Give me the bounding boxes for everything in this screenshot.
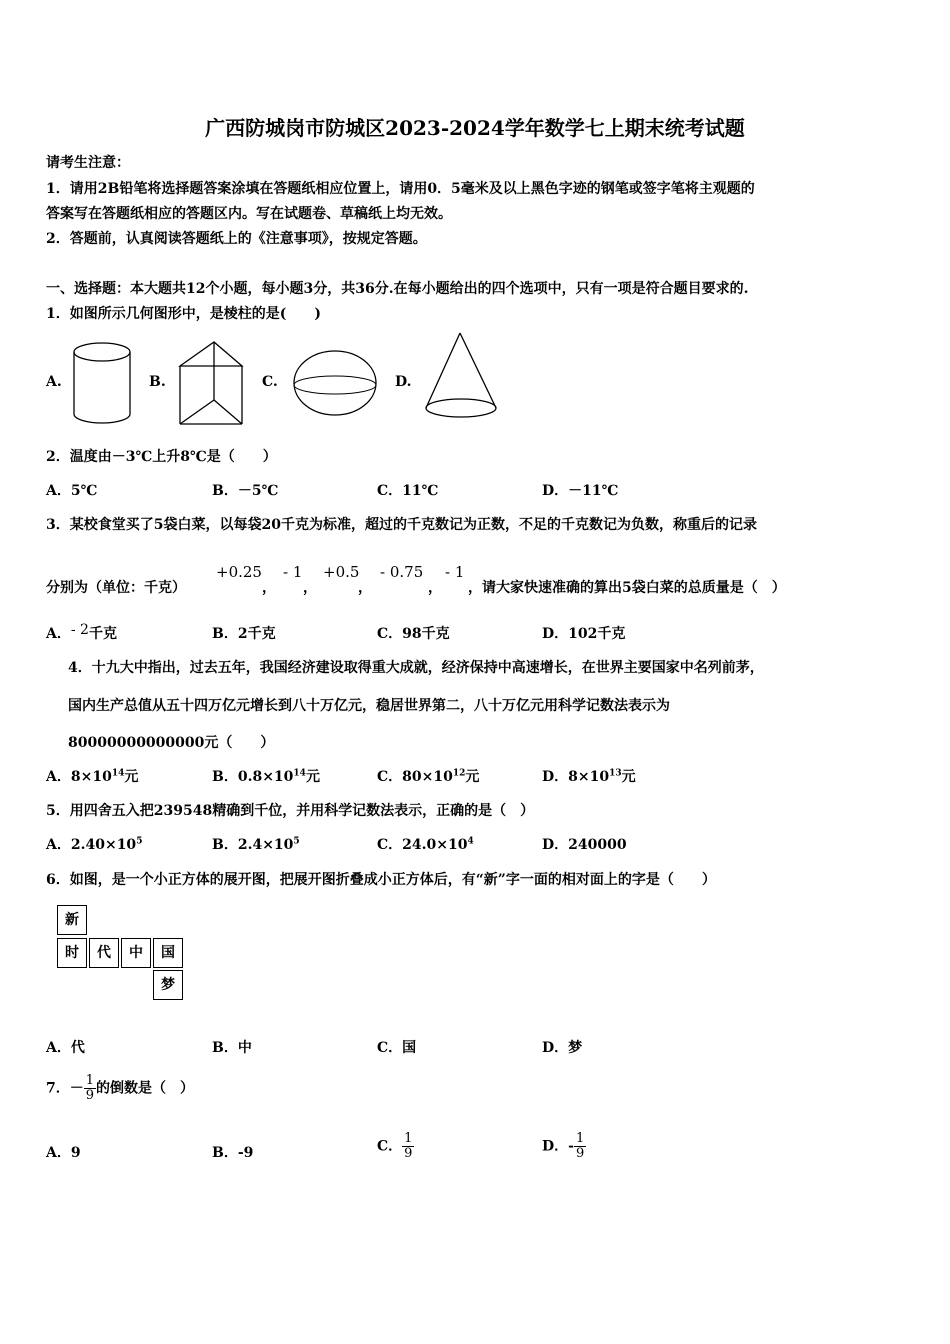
q3-measure-4: - 0.75 (380, 563, 424, 581)
q7-option-c (377, 1132, 414, 1161)
notice-line1b: 答案写在答题纸相应的答题区内。写在试题卷、草稿纸上均无效。 (46, 206, 452, 222)
net-cell-guo: 国 (153, 938, 183, 968)
cylinder-icon (70, 340, 136, 430)
q7-option-c-fraction: $\frac{1}{9}$ (404, 1131, 413, 1161)
q7-fraction-num: 1 (85, 1073, 95, 1088)
q2-stem: 2．温度由－3℃上升8℃是（ ） (46, 449, 277, 465)
q3-option-a-unit: 千克 (88, 626, 117, 642)
q4-option-a: A．$8\times 10^{14}$元 (46, 768, 139, 785)
q5-option-b: B．$2.4\times 10^5$ (212, 836, 300, 853)
notice-line1a: 1．请用2B铅笔将选择题答案涂填在答题纸相应位置上，请用0．5毫米及以上黑色字迹的钢笔或签字笔将主观题的 (46, 181, 755, 197)
q6-option-b: B．中 (212, 1040, 252, 1056)
q2-option-d: D．－11℃ (542, 483, 619, 499)
q4-stem-line2: 国内生产总值从五十四万亿元增长到八十万亿元，稳居世界第二，八十万亿元用科学记数法表示为 (68, 698, 670, 714)
q7-fraction-den: 9 (85, 1088, 95, 1103)
q4-option-d: D．$8\times 10^{13}$元 (542, 768, 636, 785)
q5-stem: 5．用四舍五入把239548精确到千位，并用科学记数法表示，正确的是（ ） (46, 803, 535, 819)
q3-measure-1: +0.25 (216, 563, 262, 581)
net-cell-xin: 新 (57, 905, 87, 935)
q3-stem-line1: 3．某校食堂买了5袋白菜，以每袋20千克为标准，超过的千克数记为正数，不足的千克数记为负数，称重后的记录 (46, 517, 757, 533)
section-heading: 一、选择题：本大题共12个小题，每小题3分，共36分.在每小题给出的四个选项中，只有一项是符合题目要求的. (46, 281, 749, 297)
q1-option-c-label: C. (262, 374, 278, 390)
q7-stem-suffix: 的倒数是（ ） (96, 1080, 195, 1097)
q3-option-b: B．2千克 (212, 626, 276, 642)
net-cell-zhong: 中 (121, 938, 151, 968)
q7-option-d-fraction: $\frac{1}{9}$ (575, 1131, 585, 1161)
q7-stem-prefix: 7．－ (46, 1080, 84, 1097)
q3-sep-1: ， (262, 580, 276, 596)
q7-fraction (84, 1074, 96, 1103)
q7-option-d (542, 1132, 586, 1161)
q5-option-c: C．$24.0\times 10^4$ (377, 836, 474, 853)
q7-option-a: A．9 (46, 1145, 81, 1161)
q1-option-b-label: B. (149, 374, 166, 390)
net-cell-dai: 代 (89, 938, 119, 968)
q3-stem-suffix: ，请大家快速准确的算出5袋白菜的总质量是（ ） (468, 580, 786, 596)
q1-stem: 1．如图所示几何图形中，是棱柱的是( ) (46, 306, 321, 322)
q3-sep-3: ， (358, 580, 372, 596)
q5-option-a: A．$2.40\times 10^5$ (46, 836, 143, 853)
net-cell-meng: 梦 (153, 970, 183, 1000)
q4-option-c: C．$80\times 10^{12}$元 (377, 768, 480, 785)
page-title: 广西防城岗市防城区2023-2024学年数学七上期末统考试题 (205, 116, 745, 140)
cone-icon (422, 330, 502, 426)
q1-option-a-label: A. (46, 374, 62, 390)
net-cell-shi: 时 (57, 938, 87, 968)
q3-option-a-label: A． (46, 626, 71, 642)
q3-option-d: D．102千克 (542, 626, 626, 642)
q7-option-c-label: C． (377, 1138, 403, 1155)
q3-option-a-value: - 2 (70, 622, 89, 638)
sphere-icon (292, 350, 380, 418)
q4-stem-line3: 80000000000000元（ ） (68, 735, 275, 751)
q6-stem: 6．如图，是一个小正方体的展开图，把展开图折叠成小正方体后，有“新”字一面的相对面上的字是（ ） (46, 872, 716, 888)
q3-measure-3: +0.5 (323, 563, 360, 581)
notice-heading: 请考生注意： (46, 155, 130, 171)
q2-option-a: A．5℃ (46, 483, 98, 499)
q4-stem-line1: 4．十九大中指出，过去五年，我国经济建设取得重大成就，经济保持中高速增长，在世界主要国家中名列前茅， (68, 660, 764, 676)
q3-sep-4: ， (428, 580, 442, 596)
q6-option-c: C．国 (377, 1040, 417, 1056)
triangular-prism-icon (176, 338, 246, 430)
q4-option-b: B．$0.8\times 10^{14}$元 (212, 768, 320, 785)
q7-option-d-label: D．- (542, 1138, 574, 1155)
q3-option-a (46, 623, 117, 643)
q2-option-b: B．－5℃ (212, 483, 279, 499)
q3-measure-5: - 1 (445, 563, 465, 581)
notice-line2: 2．答题前，认真阅读答题纸上的《注意事项》，按规定答题。 (46, 231, 427, 247)
q2-option-c: C．11℃ (377, 483, 439, 499)
q3-stem-prefix: 分别为（单位：千克） (46, 580, 186, 596)
q3-option-c: C．98千克 (377, 626, 450, 642)
q7-stem (46, 1074, 194, 1103)
q3-sep-2: ， (303, 580, 317, 596)
q6-option-d: D．梦 (542, 1040, 583, 1056)
q1-option-d-label: D. (395, 374, 412, 390)
q7-option-b: B．-9 (212, 1145, 254, 1161)
q5-option-d: D．240000 (542, 837, 627, 853)
q3-measure-2: - 1 (283, 563, 303, 581)
q6-option-a: A．代 (46, 1040, 85, 1056)
